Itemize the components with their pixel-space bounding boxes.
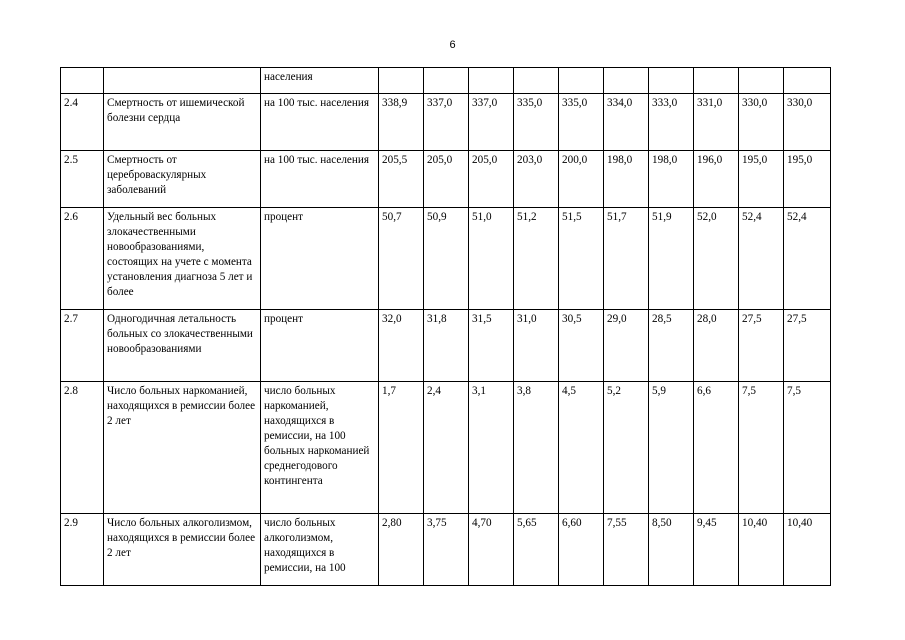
- table-row-continuation: [61, 68, 831, 94]
- cell-value: 52,4: [784, 208, 831, 310]
- cell-value: 52,0: [694, 208, 739, 310]
- cell-value: 51,2: [514, 208, 559, 310]
- cell-value: 205,0: [469, 151, 514, 208]
- indicators-table: [60, 67, 831, 586]
- cell-value: 29,0: [604, 310, 649, 382]
- cell-value: 52,4: [739, 208, 784, 310]
- cell-value: [424, 68, 469, 94]
- cell-value: 31,5: [469, 310, 514, 382]
- cell-value: [379, 68, 424, 94]
- cell-number: 2.7: [61, 310, 104, 382]
- cell-value: 205,5: [379, 151, 424, 208]
- cell-value: 51,9: [649, 208, 694, 310]
- cell-unit: процент: [261, 310, 379, 382]
- table-row: [61, 208, 831, 310]
- cell-value: [469, 68, 514, 94]
- cell-value: 4,70: [469, 514, 514, 586]
- cell-value: 51,5: [559, 208, 604, 310]
- cell-value: [739, 68, 784, 94]
- table-row: [61, 151, 831, 208]
- cell-value: 195,0: [784, 151, 831, 208]
- page-number: 6: [449, 39, 456, 51]
- cell-value: 3,8: [514, 382, 559, 514]
- cell-number: 2.4: [61, 94, 104, 151]
- cell-value: 32,0: [379, 310, 424, 382]
- cell-value: 31,8: [424, 310, 469, 382]
- cell-value: 3,1: [469, 382, 514, 514]
- cell-unit: населения: [261, 68, 379, 94]
- table-row: [61, 382, 831, 514]
- cell-indicator-name: Число больных наркоманией, находящихся в ремиссии более 2 лет: [104, 382, 261, 514]
- cell-value: [784, 68, 831, 94]
- cell-value: 335,0: [559, 94, 604, 151]
- cell-value: 330,0: [784, 94, 831, 151]
- cell-value: 9,45: [694, 514, 739, 586]
- cell-value: 31,0: [514, 310, 559, 382]
- cell-value: 10,40: [784, 514, 831, 586]
- cell-value: 7,5: [784, 382, 831, 514]
- cell-value: 2,4: [424, 382, 469, 514]
- cell-unit: число больных алкоголизмом, находящихся в ремиссии, на 100: [261, 514, 379, 586]
- table-row: [61, 94, 831, 151]
- cell-value: [694, 68, 739, 94]
- cell-indicator-name: Одногодичная летальность больных со злокачественными новообразованиями: [104, 310, 261, 382]
- cell-value: 195,0: [739, 151, 784, 208]
- cell-value: 334,0: [604, 94, 649, 151]
- cell-unit: число больных наркоманией, находящихся в ремиссии, на 100 больных наркоманией среднегодового контингента: [261, 382, 379, 514]
- cell-indicator-name: [104, 68, 261, 94]
- table-row: [61, 514, 831, 586]
- cell-value: 1,7: [379, 382, 424, 514]
- cell-value: 5,65: [514, 514, 559, 586]
- cell-value: [604, 68, 649, 94]
- cell-value: 10,40: [739, 514, 784, 586]
- cell-value: 30,5: [559, 310, 604, 382]
- cell-value: 330,0: [739, 94, 784, 151]
- cell-unit: на 100 тыс. населения: [261, 94, 379, 151]
- cell-value: 6,60: [559, 514, 604, 586]
- cell-unit: на 100 тыс. населения: [261, 151, 379, 208]
- cell-value: 196,0: [694, 151, 739, 208]
- cell-value: 200,0: [559, 151, 604, 208]
- cell-number: [61, 68, 104, 94]
- cell-value: 333,0: [649, 94, 694, 151]
- cell-value: 8,50: [649, 514, 694, 586]
- cell-value: 331,0: [694, 94, 739, 151]
- cell-value: 338,9: [379, 94, 424, 151]
- cell-value: 337,0: [469, 94, 514, 151]
- cell-value: 2,80: [379, 514, 424, 586]
- cell-number: 2.5: [61, 151, 104, 208]
- cell-value: 28,5: [649, 310, 694, 382]
- cell-value: 203,0: [514, 151, 559, 208]
- cell-value: 27,5: [784, 310, 831, 382]
- cell-indicator-name: Смертность от ишемической болезни сердца: [104, 94, 261, 151]
- cell-value: 335,0: [514, 94, 559, 151]
- cell-indicator-name: Число больных алкоголизмом, находящихся в ремиссии более 2 лет: [104, 514, 261, 586]
- cell-value: 51,7: [604, 208, 649, 310]
- cell-number: 2.8: [61, 382, 104, 514]
- cell-value: 198,0: [649, 151, 694, 208]
- cell-value: 27,5: [739, 310, 784, 382]
- cell-value: 7,55: [604, 514, 649, 586]
- cell-value: 28,0: [694, 310, 739, 382]
- cell-unit: процент: [261, 208, 379, 310]
- cell-indicator-name: Смертность от цереброваскулярных заболеваний: [104, 151, 261, 208]
- cell-number: 2.9: [61, 514, 104, 586]
- cell-value: 3,75: [424, 514, 469, 586]
- cell-value: [649, 68, 694, 94]
- cell-value: 5,9: [649, 382, 694, 514]
- cell-value: 50,9: [424, 208, 469, 310]
- cell-value: 5,2: [604, 382, 649, 514]
- cell-number: 2.6: [61, 208, 104, 310]
- cell-indicator-name: Удельный вес больных злокачественными новообразованиями, состоящих на учете с момента установления диагноза 5 лет и более: [104, 208, 261, 310]
- cell-value: 198,0: [604, 151, 649, 208]
- cell-value: 6,6: [694, 382, 739, 514]
- cell-value: 51,0: [469, 208, 514, 310]
- cell-value: [514, 68, 559, 94]
- cell-value: 50,7: [379, 208, 424, 310]
- cell-value: 337,0: [424, 94, 469, 151]
- table-row: [61, 310, 831, 382]
- cell-value: 205,0: [424, 151, 469, 208]
- cell-value: 7,5: [739, 382, 784, 514]
- cell-value: 4,5: [559, 382, 604, 514]
- cell-value: [559, 68, 604, 94]
